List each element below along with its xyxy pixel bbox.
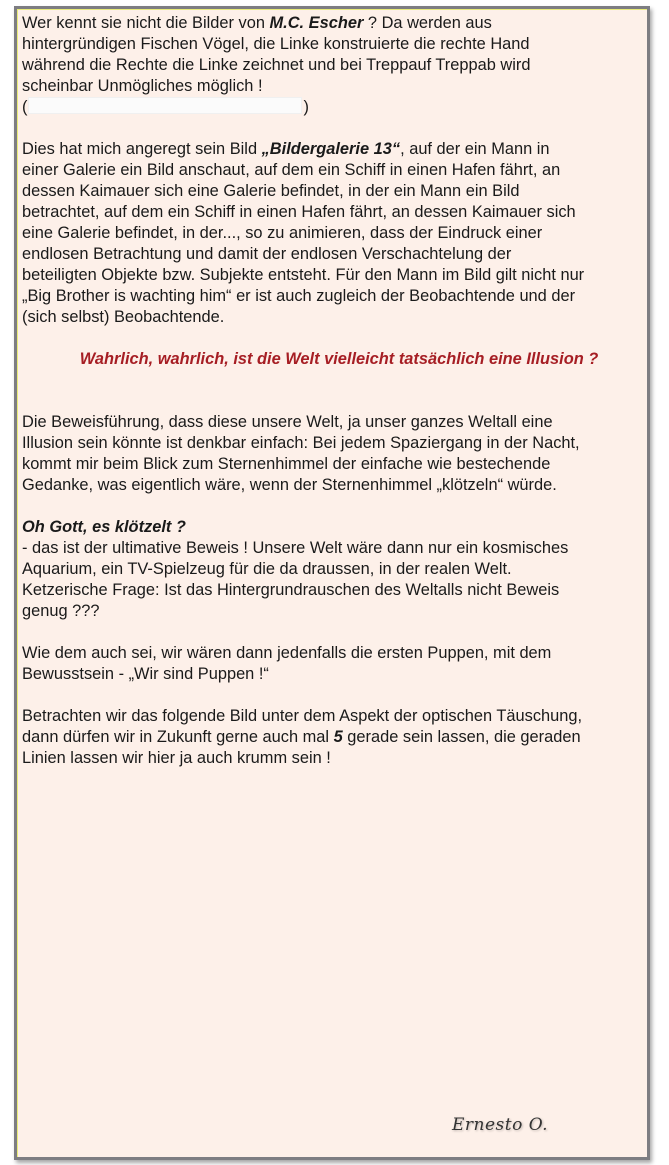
- emphasized-number: 5: [333, 728, 343, 746]
- text-line: Ketzerische Frage: Ist das Hintergrundrauschen des Weltalls nicht Beweis: [22, 581, 560, 599]
- text-line: „Big Brother is wachting him“ er ist auch zugleich der Beobachtende und der: [22, 287, 576, 305]
- paragraph-puppets: [22, 643, 644, 685]
- text-line: Die Beweisführung, dass diese unsere Welt, ja unser ganzes Weltall eine: [22, 413, 553, 431]
- text-line: - das ist der ultimative Beweis ! Unsere Welt wäre dann nur ein kosmisches: [22, 539, 569, 557]
- text-line: Illusion sein könnte ist denkbar einfach: Bei jedem Spaziergang in der Nacht,: [22, 434, 580, 452]
- text-line: (sich selbst) Beobachtende.: [22, 308, 225, 326]
- text-line: endlosen Betrachtung und damit der endlosen Verschachtelung der: [22, 245, 512, 263]
- text-line: betrachtet, auf dem ein Schiff in einen Hafen fährt, an dessen Kaimauer sich: [22, 203, 576, 221]
- text-line: Betrachten wir das folgende Bild unter dem Aspekt der optischen Täuschung,: [22, 707, 583, 725]
- article-frame: [14, 6, 650, 1160]
- text-line: scheinbar Unmögliches möglich !: [22, 77, 263, 95]
- text-line: [22, 13, 644, 34]
- text-line: [22, 139, 644, 160]
- text-line: [22, 727, 644, 748]
- paragraph-gallery: [22, 139, 644, 328]
- paragraph-proof: [22, 412, 644, 496]
- text-line: beteiligten Objekte bzw. Subjekte entsteht. Für den Mann im Bild gilt nicht nur: [22, 266, 585, 284]
- text-line: hintergründigen Fischen Vögel, die Linke konstruierte die rechte Hand: [22, 35, 530, 53]
- text-line: [22, 97, 644, 118]
- paren-open: (: [22, 98, 28, 116]
- text-line: einer Galerie ein Bild anschaut, auf dem ein Schiff in einen Hafen fährt, an: [22, 161, 561, 179]
- paren-close: ): [303, 98, 309, 116]
- paragraph-illusion: [22, 706, 644, 769]
- text-line: während die Rechte die Linke zeichnet und bei Treppauf Treppab wird: [22, 56, 531, 74]
- artwork-title: „Bildergalerie 13“: [261, 140, 401, 158]
- link-placeholder[interactable]: [28, 97, 302, 114]
- text-line: Bewusstsein - „Wir sind Puppen !“: [22, 665, 269, 683]
- author-signature: Ernesto O.: [452, 1115, 549, 1135]
- paragraph-klotzelt: [22, 517, 644, 622]
- text-fragment: Dies hat mich angeregt sein Bild: [22, 140, 262, 158]
- highlight-quote: Wahrlich, wahrlich, ist die Welt vielleicht tatsächlich eine Illusion ?: [79, 350, 599, 368]
- text-line: Aquarium, ein TV-Spielzeug für die da draussen, in der realen Welt.: [22, 560, 512, 578]
- text-line: eine Galerie befindet, in der..., so zu animieren, dass der Eindruck einer: [22, 224, 543, 242]
- artist-name: M.C. Escher: [269, 14, 364, 32]
- text-fragment: , auf der ein Mann in: [400, 140, 550, 158]
- text-line: dessen Kaimauer sich eine Galerie befindet, in der ein Mann ein Bild: [22, 182, 520, 200]
- text-line: Gedanke, was eigentlich wäre, wenn der Sternenhimmel „klötzeln“ würde.: [22, 476, 557, 494]
- text-line: kommt mir beim Blick zum Sternenhimmel der einfache wie bestechende: [22, 455, 551, 473]
- text-line: Linien lassen wir hier ja auch krumm sein !: [22, 749, 331, 767]
- paragraph-intro: [22, 13, 644, 118]
- text-line: genug ???: [22, 602, 100, 620]
- text-fragment: Wer kennt sie nicht die Bilder von: [22, 14, 270, 32]
- article-text: [22, 13, 644, 790]
- text-fragment: ? Da werden aus: [363, 14, 492, 32]
- text-fragment: dann dürfen wir in Zukunft gerne auch mal: [22, 728, 334, 746]
- text-fragment: gerade sein lassen, die geraden: [342, 728, 581, 746]
- section-heading: Oh Gott, es klötzelt ?: [22, 518, 186, 536]
- text-line: Wie dem auch sei, wir wären dann jedenfalls die ersten Puppen, mit dem: [22, 644, 552, 662]
